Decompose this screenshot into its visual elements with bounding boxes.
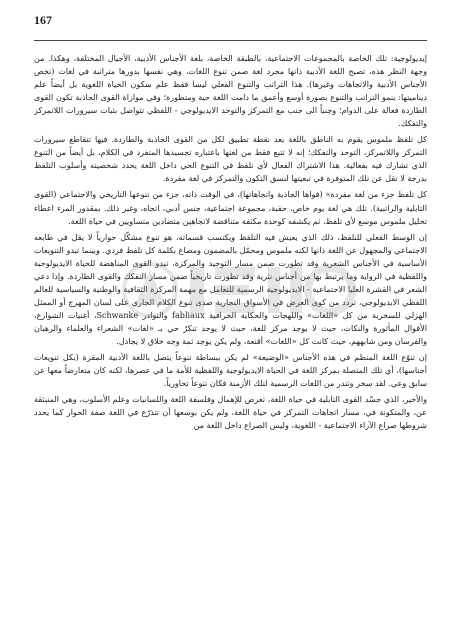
paragraph-3: كل تلفظ جزء من لغة مفردة» (قواها الجاذبة واتجاهاتها)، في الوقت ذاته، جزء من تنوعها التاريخي والاجتماعي (القوى التابلية والراتبية). تلك هي لغة يوم خاص، حقبة، مجموعة اجتماعية، جنس أدبي، اتجاه، وغير ذلك. بمقدور المرء اعطاء تحليل ملموس موسع لأي تلفظ، ثم يكشفه كوحدة مكثفة متناقضة لاتجاهين متضادين متساويين في حياة اللغة. bbox=[34, 190, 427, 226]
header-rule bbox=[34, 40, 427, 41]
paragraph-5: إن تنوّع اللغة المنظم في هذه الأجناس «الوضيعة» لم يكن ببساطة تنوعاً يتصل باللغة الأدبية المقرة (بكل تنويعات أجناسها)، أي تلك المتصلة بمركز اللغة في الحياة الايديولوجية واللفظية للأمة ما في عصرها، لكنه كان متعارضاً معها عن سابق وعي. لقد سخر وتندر من اللغات الرسمية لتلك الأزمنة فكان تنوعاً تحاورياً. bbox=[34, 353, 427, 389]
paragraph-2: كل تلفظ ملموس يقوم به الناطق باللغة يعد نقطة تطبيق لكل من القوى الجاذبة والطاردة. فيها تتقاطع سيرورات التمركز واللاتمركز، التوحد والتفكك؛ إنه لا تتبع فقط من لغتها باعتباره تجسيدها المتفرد في الكلام، بل أيضاً من التنوع الذي تشارك فيه بفعالية. هذا الاشتراك الفعال لأي تلفظ في التنوع الحي داخل اللغة يحدد شخصيته وأسلوب التلفظ بدرجة لا تقل عن تلك المتوفرة في تبعيتها لنسق التكون والتمركز في لغة مفردة. bbox=[34, 135, 427, 184]
page-number: 167 bbox=[34, 13, 52, 27]
paragraph-1: إيديولوجية: تلك الخاصة بالمجموعات الاجتماعية، بالطبقة الخاصة، بلغة الأجناس الأدبية، الأجيال المختلفة، وهكذا. من وجهة النظر هذه، تصبح اللغة الأدبية ذاتها مجرد لغة ضمن تنوع اللغات، وهي نفسها بدورها متراتبة في لغات (تخص الأجناس الأدبية والاتجاهات وغيرها). هذا التراتب والتنوع الفعلي ليسا فقط علم سكون الحياة اللغوية بل أيضاً علم ديناميتها: ينمو التراتب والتنوع بصورة أوسع وأعمق ما دامت اللغة حية ومتطورة؛ وفي موازاة القوى الجاذبة تكون القوى الطاردة فعالة على الدوام؛ وجنباً الى جنب مع التمركز والتوحد الايديولوجي - اللفظي تتواصل بثبات سيرورات اللاتمركز والتفكك. bbox=[34, 54, 427, 129]
paragraph-6: والأخير، الذي جسّد القوى التابلية في حياة اللغة، تعرض للإهمال وفلسفة اللغة واللسانيات وعلم الأسلوب، وهي المنبثقة عن، والمتكونة في، مسار اتجاهات التمركز في حياة اللغة، ولم يكن بوسعها أن تتذرّع في اللغة صفة الحوار كما يحدد شروطها صراع الآراء الاجتماعية - اللغوية، وليس الصراع داخل اللغة من bbox=[34, 395, 427, 431]
page-body bbox=[34, 52, 427, 632]
paragraph-4: إن الوسط الفعلي للتلفظ، ذلك الذي يعيش فيه التلفظ ويكتسب قسماته، هو تنوع مشكّل حوارياً لا يقل في طابعه الاجتماعي والمجهول عن اللغة ذاتها لكنه ملموس ومحمّل بالمضمون ومصاغ بكلمة كل تلفظ فردي. وبينما تبدو التنويعات الأساسية في الأجناس الشعرية وقد تطورت ضمن مسار التوحيد والمركزة، تبدو القوى المناهضة للحياة الايديولوجية واللفظية في الرواية وما يرتبط بها من أجناس نثرية وقد تطورت تاريخياً ضمن مسار التفكك والقوى الطاردة. وإذا دعي الشعر في القشرة العليا الاجتماعية - الايديولوجية الرسمية للتعامل مع مهمة المركزة الثقافية والوطنية والسياسية للعالم اللفظي الايديولوجي، تردد من كوى العرض في الأسواق التجارية صدى تنوع الكلام الجاري على لسان المهرج أو الممثل الهزلي للسخرية من كل «اللغات» واللهجات والحكاية الخرافية fabliaux والنوادر Schwanke، أغنيات الشوارع، الأقوال المأثورة والنكات، حيث لا يوجد مركز للغة، حيث لا يوجد تنكرٌ حي بـ «لغات» الشعراء والعلماء والرهبان والفرسان ومن شابههم، حيث كانت كل «اللغات» أقنعة، ولم يكن يوجد ثمة وجه خلاق لا يجادل. bbox=[34, 232, 427, 346]
